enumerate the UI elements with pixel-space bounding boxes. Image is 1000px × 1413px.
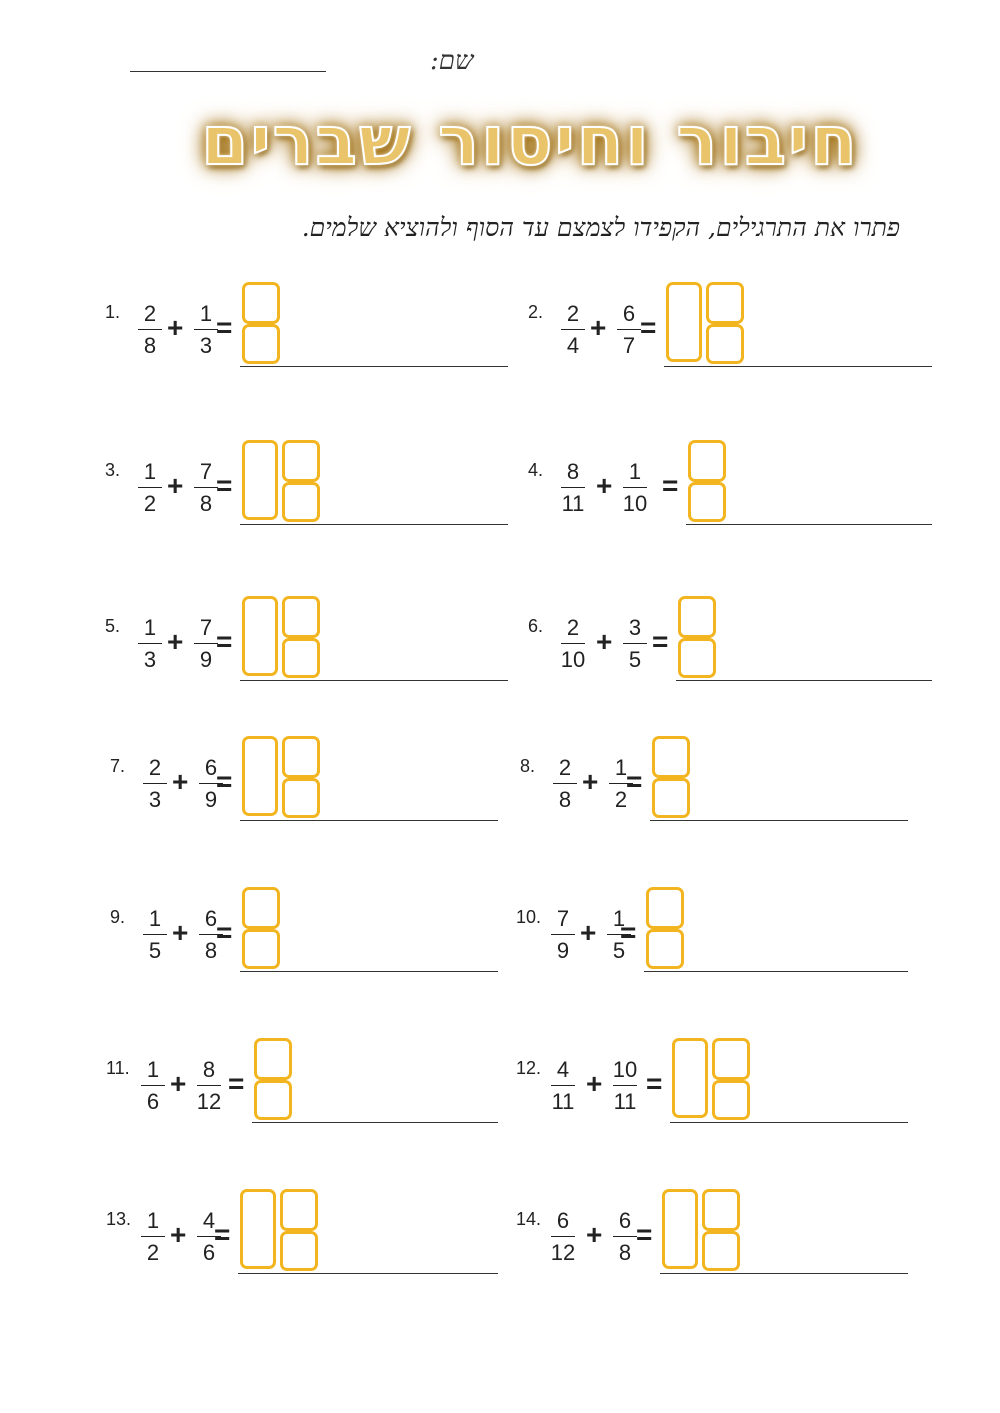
answer-numerator-box[interactable] bbox=[242, 887, 280, 929]
problem-2 bbox=[528, 300, 932, 410]
plus-sign: + bbox=[170, 1219, 187, 1250]
answer-line bbox=[686, 524, 932, 525]
denominator: 11 bbox=[551, 1089, 575, 1114]
answer-denominator-box[interactable] bbox=[646, 929, 684, 969]
equals-sign: = bbox=[228, 1068, 245, 1099]
answer-line bbox=[660, 1273, 908, 1274]
denominator: 3 bbox=[199, 333, 213, 358]
answer-numerator-box[interactable] bbox=[282, 736, 320, 778]
denominator: 2 bbox=[143, 491, 157, 516]
fraction-1 bbox=[546, 905, 580, 964]
problem-number: 7. bbox=[110, 756, 126, 776]
answer-numerator-box[interactable] bbox=[282, 596, 320, 638]
fraction-bar bbox=[197, 1085, 221, 1086]
numerator: 7 bbox=[199, 459, 213, 484]
answer-numerator-box[interactable] bbox=[280, 1189, 318, 1231]
numerator: 2 bbox=[558, 755, 572, 780]
problem-8 bbox=[520, 754, 908, 864]
answer-numerator-box[interactable] bbox=[712, 1038, 750, 1080]
answer-whole-box[interactable] bbox=[240, 1189, 276, 1269]
fraction-1 bbox=[138, 754, 172, 813]
answer-line bbox=[240, 524, 508, 525]
fraction-bar bbox=[561, 329, 585, 330]
denominator: 8 bbox=[204, 938, 218, 963]
answer-whole-box[interactable] bbox=[672, 1038, 708, 1118]
problem-3 bbox=[105, 458, 508, 568]
numerator: 6 bbox=[204, 755, 218, 780]
plus-sign: + bbox=[172, 766, 189, 797]
plus-sign: + bbox=[586, 1219, 603, 1250]
denominator: 9 bbox=[556, 938, 570, 963]
problem-number: 5. bbox=[105, 616, 121, 636]
answer-numerator-box[interactable] bbox=[702, 1189, 740, 1231]
equals-sign: = bbox=[636, 1219, 653, 1250]
equals-sign: = bbox=[646, 1068, 663, 1099]
numerator: 10 bbox=[612, 1057, 638, 1082]
answer-denominator-box[interactable] bbox=[652, 778, 690, 818]
denominator: 10 bbox=[622, 491, 648, 516]
denominator: 2 bbox=[146, 1240, 160, 1265]
denominator: 8 bbox=[618, 1240, 632, 1265]
fraction-bar bbox=[613, 1236, 637, 1237]
numerator: 1 bbox=[146, 1057, 160, 1082]
problem-12 bbox=[516, 1056, 908, 1166]
problem-13 bbox=[106, 1207, 498, 1317]
problem-number: 1. bbox=[105, 302, 121, 322]
answer-line bbox=[670, 1122, 908, 1123]
problem-number: 12. bbox=[516, 1058, 542, 1078]
fraction-1 bbox=[556, 614, 590, 673]
problem-number: 3. bbox=[105, 460, 121, 480]
numerator: 6 bbox=[618, 1208, 632, 1233]
fraction-bar bbox=[194, 487, 218, 488]
denominator: 7 bbox=[622, 333, 636, 358]
fraction-1 bbox=[133, 614, 167, 673]
numerator: 6 bbox=[556, 1208, 570, 1233]
plus-sign: + bbox=[170, 1068, 187, 1099]
answer-denominator-box[interactable] bbox=[282, 778, 320, 818]
plus-sign: + bbox=[596, 470, 613, 501]
answer-denominator-box[interactable] bbox=[706, 324, 744, 364]
answer-numerator-box[interactable] bbox=[678, 596, 716, 638]
answer-denominator-box[interactable] bbox=[712, 1080, 750, 1120]
fraction-2 bbox=[618, 458, 652, 517]
fraction-bar bbox=[551, 1085, 575, 1086]
denominator: 10 bbox=[560, 647, 586, 672]
equals-sign: = bbox=[216, 917, 233, 948]
fraction-1 bbox=[133, 300, 167, 359]
numerator: 1 bbox=[143, 615, 157, 640]
equals-sign: = bbox=[216, 626, 233, 657]
denominator: 9 bbox=[204, 787, 218, 812]
denominator: 4 bbox=[566, 333, 580, 358]
answer-denominator-box[interactable] bbox=[242, 929, 280, 969]
fraction-2 bbox=[192, 1056, 226, 1115]
problem-number: 10. bbox=[516, 907, 542, 927]
problem-11 bbox=[106, 1056, 498, 1166]
answer-numerator-box[interactable] bbox=[254, 1038, 292, 1080]
denominator: 2 bbox=[614, 787, 628, 812]
fraction-bar bbox=[617, 329, 641, 330]
equals-sign: = bbox=[626, 766, 643, 797]
numerator: 8 bbox=[566, 459, 580, 484]
plus-sign: + bbox=[590, 312, 607, 343]
fraction-bar bbox=[551, 1236, 575, 1237]
fraction-2 bbox=[618, 614, 652, 673]
answer-denominator-box[interactable] bbox=[282, 482, 320, 522]
fraction-bar bbox=[143, 934, 167, 935]
numerator: 7 bbox=[199, 615, 213, 640]
fraction-bar bbox=[613, 1085, 637, 1086]
problem-number: 6. bbox=[528, 616, 544, 636]
problem-number: 8. bbox=[520, 756, 536, 776]
numerator: 3 bbox=[628, 615, 642, 640]
fraction-1 bbox=[138, 905, 172, 964]
numerator: 7 bbox=[556, 906, 570, 931]
fraction-bar bbox=[623, 643, 647, 644]
fraction-bar bbox=[141, 1236, 165, 1237]
plus-sign: + bbox=[596, 626, 613, 657]
fraction-1 bbox=[133, 458, 167, 517]
fraction-bar bbox=[553, 783, 577, 784]
equals-sign: = bbox=[216, 766, 233, 797]
plus-sign: + bbox=[172, 917, 189, 948]
problem-14 bbox=[516, 1207, 908, 1317]
answer-line bbox=[240, 971, 498, 972]
answer-line bbox=[664, 366, 932, 367]
numerator: 6 bbox=[622, 301, 636, 326]
denominator: 12 bbox=[550, 1240, 576, 1265]
problem-4 bbox=[528, 458, 932, 568]
answer-line bbox=[238, 1273, 498, 1274]
problem-6 bbox=[528, 614, 932, 724]
numerator: 1 bbox=[612, 906, 626, 931]
fraction-1 bbox=[546, 1207, 580, 1266]
problem-number: 2. bbox=[528, 302, 544, 322]
answer-whole-box[interactable] bbox=[242, 736, 278, 816]
answer-numerator-box[interactable] bbox=[242, 282, 280, 324]
fraction-1 bbox=[556, 458, 590, 517]
fraction-bar bbox=[141, 1085, 165, 1086]
answer-denominator-box[interactable] bbox=[678, 638, 716, 678]
name-input-line[interactable] bbox=[130, 71, 326, 72]
name-area bbox=[130, 38, 474, 78]
equals-sign: = bbox=[640, 312, 657, 343]
fraction-1 bbox=[556, 300, 590, 359]
answer-numerator-box[interactable] bbox=[706, 282, 744, 324]
name-label: שם: bbox=[430, 46, 474, 76]
equals-sign: = bbox=[662, 470, 679, 501]
numerator: 2 bbox=[566, 615, 580, 640]
worksheet-title: חיבור וחיסור שברים bbox=[201, 102, 859, 181]
fraction-1 bbox=[136, 1207, 170, 1266]
numerator: 2 bbox=[566, 301, 580, 326]
answer-line bbox=[252, 1122, 498, 1123]
answer-numerator-box[interactable] bbox=[688, 440, 726, 482]
denominator: 3 bbox=[148, 787, 162, 812]
answer-line bbox=[240, 366, 508, 367]
fraction-1 bbox=[136, 1056, 170, 1115]
answer-denominator-box[interactable] bbox=[242, 324, 280, 364]
fraction-bar bbox=[138, 643, 162, 644]
fraction-bar bbox=[623, 487, 647, 488]
equals-sign: = bbox=[216, 312, 233, 343]
answer-line bbox=[240, 820, 498, 821]
answer-numerator-box[interactable] bbox=[646, 887, 684, 929]
numerator: 1 bbox=[146, 1208, 160, 1233]
problem-1 bbox=[105, 300, 508, 410]
problem-number: 11. bbox=[106, 1058, 130, 1078]
answer-whole-box[interactable] bbox=[666, 282, 702, 362]
plus-sign: + bbox=[582, 766, 599, 797]
fraction-bar bbox=[194, 643, 218, 644]
problem-number: 13. bbox=[106, 1209, 132, 1229]
plus-sign: + bbox=[580, 917, 597, 948]
answer-denominator-box[interactable] bbox=[254, 1080, 292, 1120]
equals-sign: = bbox=[216, 470, 233, 501]
fraction-2 bbox=[608, 1056, 642, 1115]
fraction-1 bbox=[546, 1056, 580, 1115]
fraction-bar bbox=[138, 487, 162, 488]
answer-whole-box[interactable] bbox=[242, 440, 278, 520]
numerator: 1 bbox=[199, 301, 213, 326]
answer-line bbox=[240, 680, 508, 681]
problem-9 bbox=[110, 905, 498, 1015]
fraction-bar bbox=[143, 783, 167, 784]
problem-number: 14. bbox=[516, 1209, 542, 1229]
equals-sign: = bbox=[620, 917, 637, 948]
equals-sign: = bbox=[652, 626, 669, 657]
denominator: 5 bbox=[612, 938, 626, 963]
denominator: 8 bbox=[199, 491, 213, 516]
answer-whole-box[interactable] bbox=[662, 1189, 698, 1269]
plus-sign: + bbox=[167, 312, 184, 343]
plus-sign: + bbox=[586, 1068, 603, 1099]
numerator: 2 bbox=[143, 301, 157, 326]
denominator: 12 bbox=[196, 1089, 222, 1114]
answer-line bbox=[676, 680, 932, 681]
answer-numerator-box[interactable] bbox=[652, 736, 690, 778]
answer-line bbox=[650, 820, 908, 821]
denominator: 6 bbox=[202, 1240, 216, 1265]
numerator: 1 bbox=[628, 459, 642, 484]
numerator: 4 bbox=[556, 1057, 570, 1082]
answer-whole-box[interactable] bbox=[242, 596, 278, 676]
fraction-bar bbox=[194, 329, 218, 330]
problem-10 bbox=[516, 905, 908, 1015]
denominator: 5 bbox=[148, 938, 162, 963]
equals-sign: = bbox=[214, 1219, 231, 1250]
instructions: פתרו את התרגילים, הקפידו לצמצם עד הסוף ולהוציא שלמים. bbox=[301, 213, 900, 242]
answer-line bbox=[644, 971, 908, 972]
fraction-bar bbox=[551, 934, 575, 935]
denominator: 8 bbox=[558, 787, 572, 812]
denominator: 8 bbox=[143, 333, 157, 358]
numerator: 8 bbox=[202, 1057, 216, 1082]
answer-denominator-box[interactable] bbox=[702, 1231, 740, 1271]
fraction-bar bbox=[561, 487, 585, 488]
numerator: 4 bbox=[202, 1208, 216, 1233]
numerator: 1 bbox=[148, 906, 162, 931]
denominator: 9 bbox=[199, 647, 213, 672]
denominator: 5 bbox=[628, 647, 642, 672]
plus-sign: + bbox=[167, 626, 184, 657]
fraction-bar bbox=[138, 329, 162, 330]
numerator: 6 bbox=[204, 906, 218, 931]
answer-numerator-box[interactable] bbox=[282, 440, 320, 482]
numerator: 2 bbox=[148, 755, 162, 780]
problem-5 bbox=[105, 614, 508, 724]
numerator: 1 bbox=[614, 755, 628, 780]
problem-number: 4. bbox=[528, 460, 544, 480]
problem-7 bbox=[110, 754, 498, 864]
denominator: 11 bbox=[561, 491, 585, 516]
answer-denominator-box[interactable] bbox=[688, 482, 726, 522]
problem-number: 9. bbox=[110, 907, 126, 927]
plus-sign: + bbox=[167, 470, 184, 501]
denominator: 3 bbox=[143, 647, 157, 672]
denominator: 6 bbox=[146, 1089, 160, 1114]
answer-denominator-box[interactable] bbox=[280, 1231, 318, 1271]
answer-denominator-box[interactable] bbox=[282, 638, 320, 678]
numerator: 1 bbox=[143, 459, 157, 484]
fraction-bar bbox=[561, 643, 585, 644]
fraction-1 bbox=[548, 754, 582, 813]
denominator: 11 bbox=[613, 1089, 637, 1114]
